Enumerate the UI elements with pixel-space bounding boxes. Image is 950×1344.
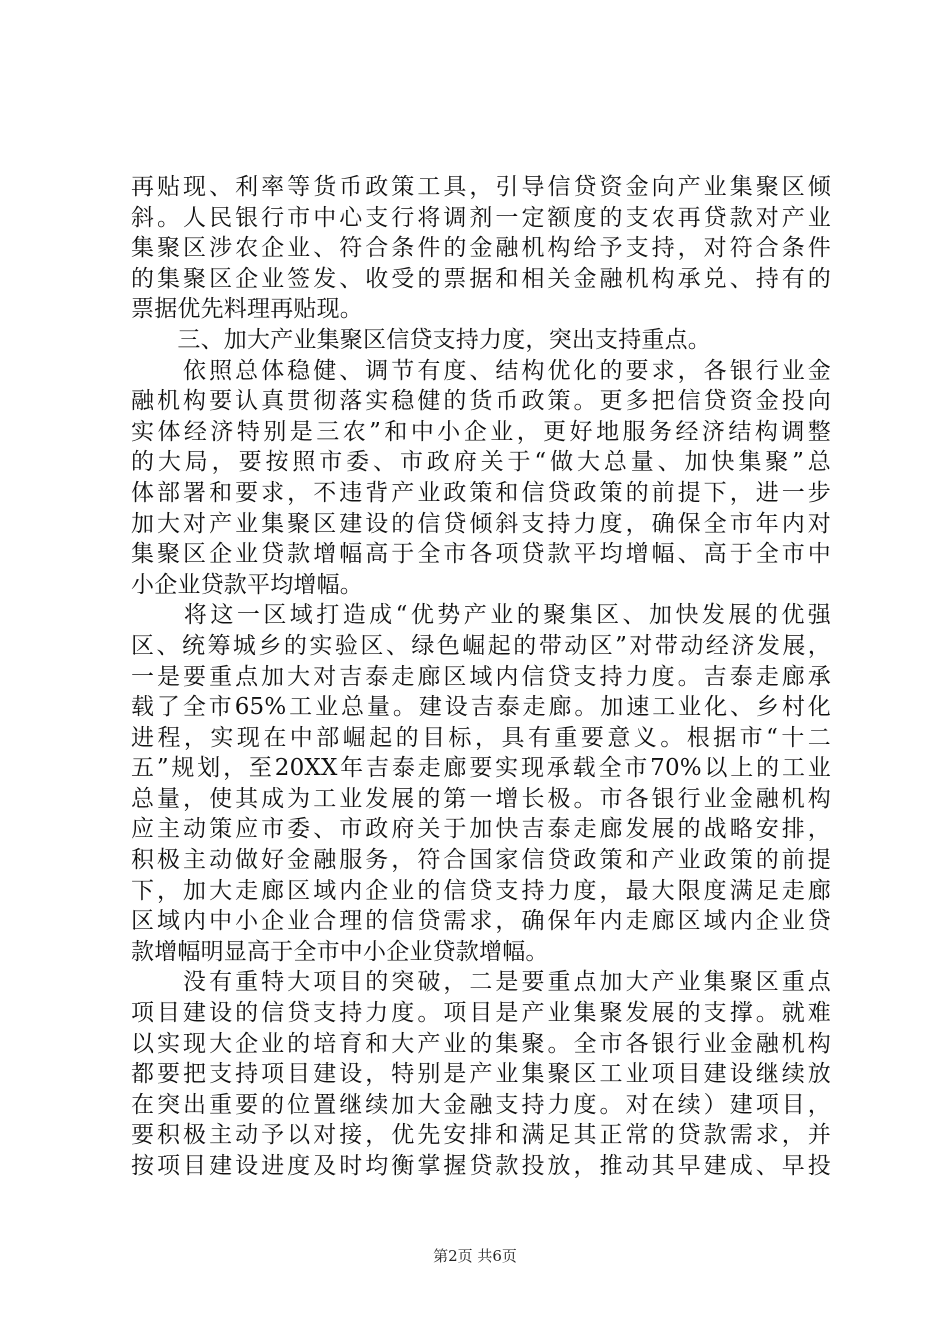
text-line: 总量，使其成为工业发展的第一增长极。市各银行业金融机构 [131, 785, 831, 812]
text-line: 应主动策应市委、市政府关于加快吉泰走廊发展的战略安排， [131, 816, 831, 843]
text-line: 区域内中小企业合理的信贷需求，确保年内走廊区域内企业贷 [131, 908, 831, 935]
text-line: 加大对产业集聚区建设的信贷倾斜支持力度，确保全市年内对 [131, 510, 831, 537]
page-footer: 第2页 共6页 [433, 1247, 517, 1265]
text-line: 的集聚区企业签发、收受的票据和相关金融机构承兑、持有的 [131, 265, 831, 292]
text-line: 实体经济特别是三农”和中小企业，更好地服务经济结构调整 [131, 418, 831, 445]
text-line: 将这一区域打造成“优势产业的聚集区、加快发展的优强 [131, 602, 831, 629]
text-line: 一是要重点加大对吉泰走廊区域内信贷支持力度。吉泰走廊承 [131, 663, 831, 690]
text-line: 的大局，要按照市委、市政府关于“做大总量、加快集聚”总 [131, 449, 831, 476]
text-line: 依照总体稳健、调节有度、结构优化的要求，各银行业金 [131, 357, 831, 384]
text-line: 三、加大产业集聚区信贷支持力度，突出支持重点。 [131, 326, 711, 353]
text-line: 都要把支持项目建设，特别是产业集聚区工业项目建设继续放 [131, 1061, 831, 1088]
text-line: 斜。人民银行市中心支行将调剂一定额度的支农再贷款对产业 [131, 204, 831, 231]
text-line: 项目建设的信贷支持力度。项目是产业集聚发展的支撑。就难 [131, 1000, 831, 1027]
text-line: 载了全市65%工业总量。建设吉泰走廊。加速工业化、乡村化 [131, 694, 831, 721]
text-line: 区、统筹城乡的实验区、绿色崛起的带动区”对带动经济发展， [131, 632, 831, 659]
text-line: 体部署和要求，不违背产业政策和信贷政策的前提下，进一步 [131, 479, 831, 506]
text-line: 再贴现、利率等货币政策工具，引导信贷资金向产业集聚区倾 [131, 174, 831, 200]
text-line: 进程，实现在中部崛起的目标，具有重要意义。根据市“十二 [131, 724, 831, 751]
text-line: 积极主动做好金融服务，符合国家信贷政策和产业政策的前提 [131, 847, 831, 874]
text-line: 没有重特大项目的突破，二是要重点加大产业集聚区重点 [131, 969, 831, 996]
text-line: 在突出重要的位置继续加大金融支持力度。对在续）建项目， [131, 1091, 831, 1118]
text-line: 小企业贷款平均增幅。 [131, 571, 363, 598]
body-text [131, 172, 831, 1182]
text-line: 以实现大企业的培育和大产业的集聚。全市各银行业金融机构 [131, 1030, 831, 1057]
text-line: 票据优先料理再贴现。 [131, 296, 363, 323]
text-line: 融机构要认真贯彻落实稳健的货币政策。更多把信贷资金投向 [131, 388, 831, 415]
text-line: 要积极主动予以对接，优先安排和满足其正常的贷款需求，并 [131, 1122, 831, 1149]
text-line: 集聚区企业贷款增幅高于全市各项贷款平均增幅、高于全市中 [131, 541, 831, 568]
text-line: 五”规划，至20XX年吉泰走廊要实现承载全市70%以上的工业 [131, 755, 831, 782]
text-line: 款增幅明显高于全市中小企业贷款增幅。 [131, 938, 549, 965]
text-line: 下，加大走廊区域内企业的信贷支持力度，最大限度满足走廊 [131, 877, 831, 904]
text-line: 集聚区涉农企业、符合条件的金融机构给予支持，对符合条件 [131, 235, 831, 262]
text-line: 按项目建设进度及时均衡掌握贷款投放，推动其早建成、早投 [131, 1153, 831, 1179]
